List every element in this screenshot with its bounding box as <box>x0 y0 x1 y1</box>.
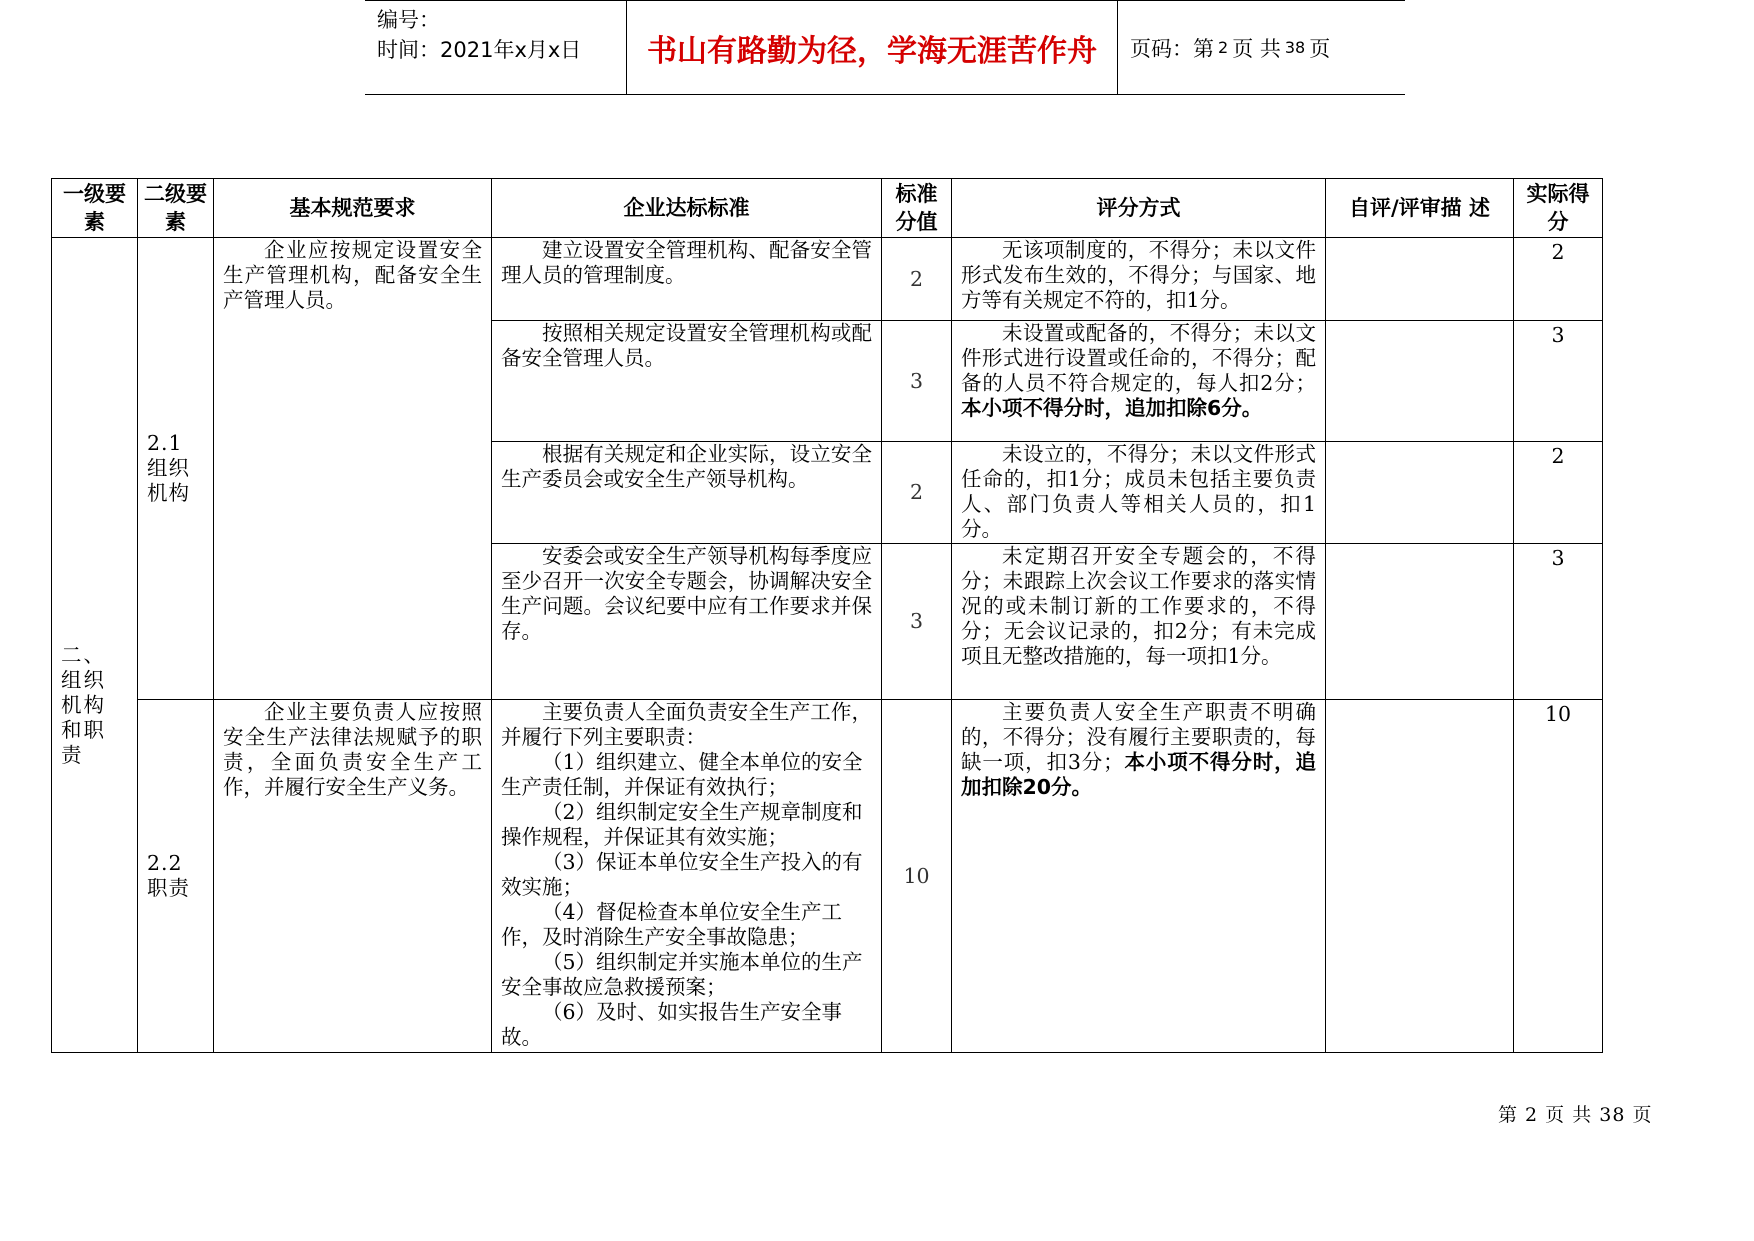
self-review-cell <box>1326 321 1514 442</box>
method-cell: 无该项制度的，不得分；未以文件形式发布生效的，不得分；与国家、地方等有关规定不符的，扣1分。 <box>952 238 1326 321</box>
requirement-cell-duty: 企业主要负责人应按照安全生产法律法规赋予的职责，全面负责安全生产工作，并履行安全生产义务。 <box>214 700 492 1053</box>
score-cell: 2 <box>1514 238 1603 321</box>
standard-list-item: （6）及时、如实报告生产安全事故。 <box>501 1000 843 1049</box>
score-cell: 3 <box>1514 321 1603 442</box>
method-cell: 主要负责人安全生产职责不明确的，不得分；没有履行主要职责的，每缺一项，扣3分；本小项不得分时，追加扣除20分。 <box>952 700 1326 1053</box>
method-cell: 未定期召开安全专题会的，不得分；未跟踪上次会议工作要求的落实情况的或未制订新的工作要求的，不得分；无会议记录的，扣2分；有未完成项且无整改措施的，每一项扣1分。 <box>952 544 1326 700</box>
page-header <box>365 0 1405 95</box>
standard-list-item: （2）组织制定安全生产规章制度和操作规程，并保证其有效实施； <box>501 800 863 849</box>
score-cell: 3 <box>1514 544 1603 700</box>
points-cell: 2 <box>882 238 952 321</box>
standard-list-item: （5）组织制定并实施本单位的生产安全事故应急救援预案； <box>501 950 863 999</box>
method-cell: 未设置或配备的，不得分；未以文件形式进行设置或任命的，不得分；配备的人员不符合规定的，每人扣2分；本小项不得分时，追加扣除6分。 <box>952 321 1326 442</box>
standards-table <box>51 178 1603 1053</box>
document-number-label: 编号： <box>377 8 440 32</box>
points-cell: 3 <box>882 544 952 700</box>
standard-cell: 根据有关规定和企业实际，设立安全生产委员会或安全生产领导机构。 <box>492 442 882 544</box>
header-level1: 一级要素 <box>52 179 138 238</box>
requirement-cell-org: 企业应按规定设置安全生产管理机构，配备安全生产管理人员。 <box>214 238 492 700</box>
method-penalty-note: 本小项不得分时，追加扣除6分。 <box>961 396 1263 420</box>
header-meta <box>365 1 627 94</box>
header-standard: 企业达标标准 <box>492 179 882 238</box>
self-review-cell <box>1326 700 1514 1053</box>
method-penalty-note: 本小项不得分时，追加扣除20分。 <box>961 750 1317 799</box>
points-cell: 3 <box>882 321 952 442</box>
header-self-review: 自评/评审描 述 <box>1326 179 1514 238</box>
header-motto: 书山有路勤为径，学海无涯苦作舟 <box>627 1 1118 94</box>
standard-list-item: （3）保证本单位安全生产投入的有效实施； <box>501 850 863 899</box>
standard-cell: 建立设置安全管理机构、配备安全管理人员的管理制度。 <box>492 238 882 321</box>
level1-cell: 二、组织机构和职责 <box>52 238 138 1053</box>
standard-intro: 主要负责人全面负责安全生产工作，并履行下列主要职责： <box>501 700 872 749</box>
table-header-row <box>52 179 1603 238</box>
level2-cell-duty: 2.2职责 <box>138 700 214 1053</box>
header-page-indicator: 页码：第 2 页 共 38 页 <box>1130 36 1331 61</box>
level2-cell-org: 2.1组织机构 <box>138 238 214 700</box>
self-review-cell <box>1326 238 1514 321</box>
points-cell: 10 <box>882 700 952 1053</box>
header-level2: 二级要素 <box>138 179 214 238</box>
score-cell: 10 <box>1514 700 1603 1053</box>
table-row <box>52 238 1603 321</box>
header-requirement: 基本规范要求 <box>214 179 492 238</box>
document-time-label: 时间：2021年x月x日 <box>377 38 582 62</box>
header-method: 评分方式 <box>952 179 1326 238</box>
self-review-cell <box>1326 544 1514 700</box>
points-cell: 2 <box>882 442 952 544</box>
header-page-total: 38 <box>1284 38 1306 57</box>
standard-list-item: （4）督促检查本单位安全生产工作，及时消除生产安全事故隐患； <box>501 900 843 949</box>
self-review-cell <box>1326 442 1514 544</box>
score-cell: 2 <box>1514 442 1603 544</box>
standard-cell: 安委会或安全生产领导机构每季度应至少召开一次安全专题会，协调解决安全生产问题。会议纪要中应有工作要求并保存。 <box>492 544 882 700</box>
header-actual-score: 实际得分 <box>1514 179 1603 238</box>
standard-list-item: （1）组织建立、健全本单位的安全生产责任制，并保证有效执行； <box>501 750 863 799</box>
standard-cell-duty <box>492 700 882 1053</box>
header-page-current: 2 <box>1218 38 1229 57</box>
standard-cell: 按照相关规定设置安全管理机构或配备安全管理人员。 <box>492 321 882 442</box>
header-points: 标准分值 <box>882 179 952 238</box>
method-cell: 未设立的，不得分；未以文件形式任命的，扣1分；成员未包括主要负责人、部门负责人等相关人员的，扣1分。 <box>952 442 1326 544</box>
page-footer: 第 2 页 共 38 页 <box>1498 1104 1653 1126</box>
table-row <box>52 700 1603 1053</box>
